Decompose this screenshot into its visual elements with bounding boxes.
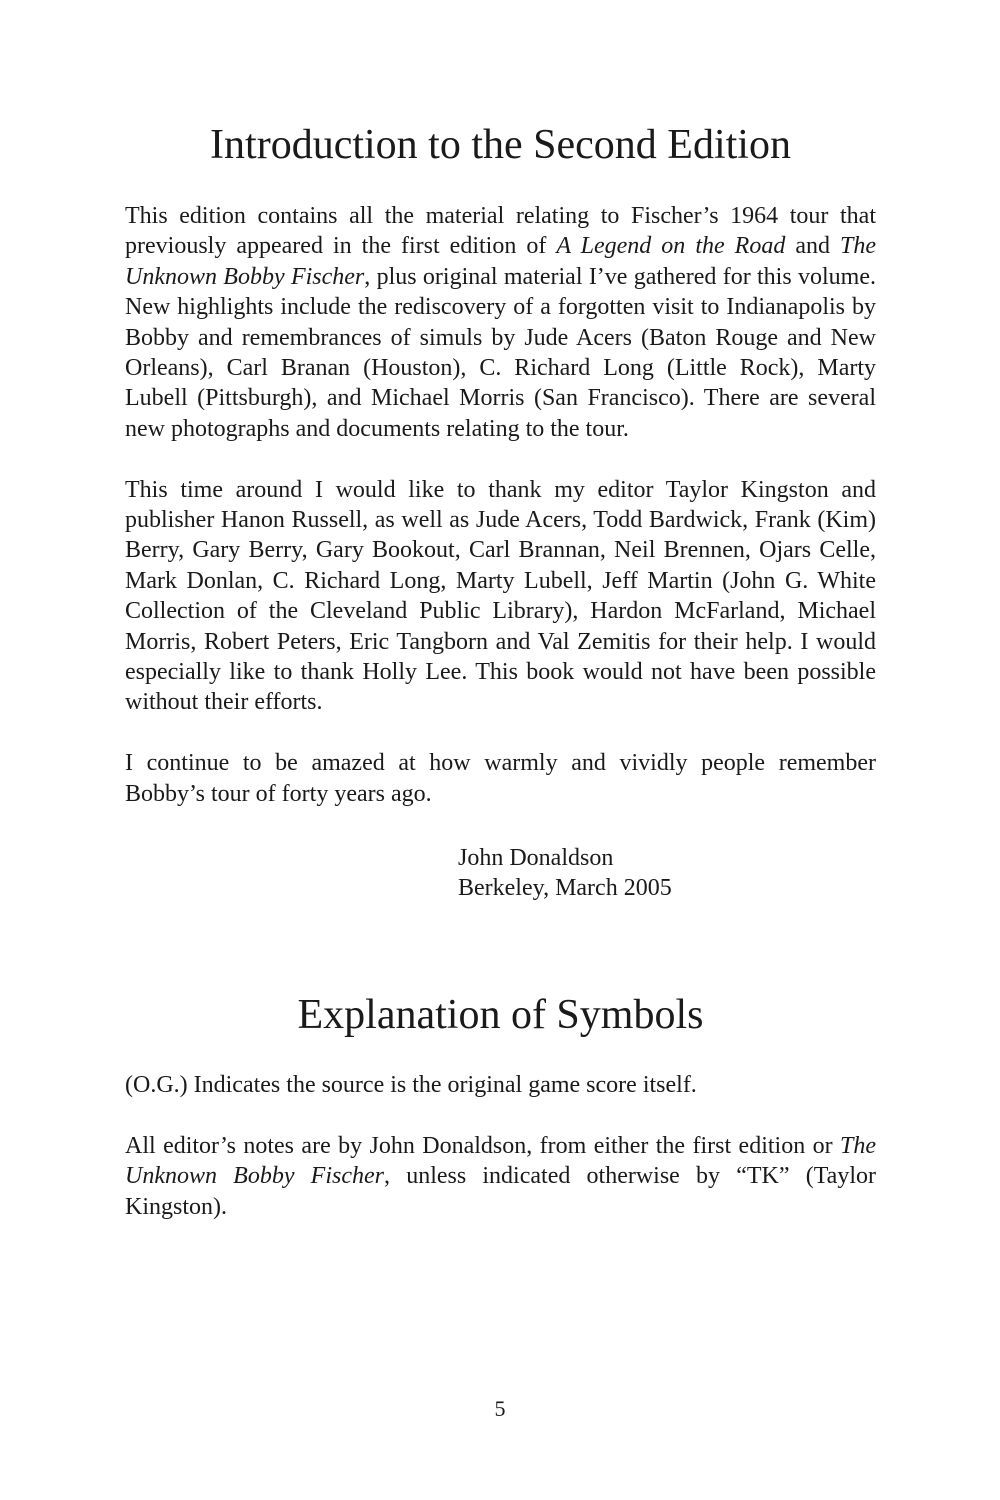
intro-p1-text-1: This edition contains all the material relating to Fischer’s 1964 tour that previously appeared in the first edition of <box>125 203 876 260</box>
signature-name: John Donaldson <box>458 845 614 871</box>
intro-paragraph-1 <box>125 201 876 444</box>
symbols-paragraph-1: (O.G.) Indicates the source is the original game score itself. <box>125 1072 697 1098</box>
intro-paragraph-3: I continue to be amazed at how warmly and vividly people remember Bobby’s tour of forty years ago. <box>125 750 876 807</box>
intro-paragraph-2: This time around I would like to thank my editor Taylor Kingston and publisher Hanon Russell, as well as Jude Acers, Todd Bardwick, Frank (Kim) Berry, Gary Berry, Gary Bookout, Carl Brannan, Neil Brennen, Ojars Celle, Mark Donlan, C. Richard Long, Marty Lubell, Jeff Martin (John G. White Collection of the Cleveland Public Library), Hardon McFarland, Michael Morris, Robert Peters, Eric Tangborn and Val Zemitis for their help. I would especially like to thank Holly Lee. This book would not have been possible without their efforts. <box>125 476 876 716</box>
symbols-paragraph-2 <box>125 1131 876 1222</box>
book-title-unknown-bobby-fischer-2: The Unknown Bobby Fischer <box>125 1132 876 1190</box>
intro-title: Introduction to the Second Edition <box>210 122 791 168</box>
book-title-legend-on-the-road: A Legend on the Road <box>556 233 786 260</box>
book-title-unknown-bobby-fischer: The Unknown Bobby Fischer <box>125 233 877 290</box>
symbols-p2-text-2: , unless indicated otherwise by “TK” (Taylor Kingston). <box>125 1163 876 1220</box>
intro-p1-text-3: , plus original material I’ve gathered for this volume. New highlights include the rediscovery of a forgotten visit to Indianapolis by Bobby and remembrances of simuls by Jude Acers (Baton Rouge and New Orleans), Carl Branan (Houston), C. Richard Long (Little Rock), Marty Lubell (Pittsburgh), and Michael Morris (San Francisco). There are several new photographs and documents relating to the tour. <box>125 263 876 442</box>
symbols-p2-text-1: All editor’s notes are by John Donaldson, from either the first edition or <box>125 1132 840 1159</box>
intro-body <box>125 201 876 839</box>
signature-place-date: Berkeley, March 2005 <box>458 875 672 902</box>
signature <box>458 843 672 904</box>
intro-p1-text-2: and <box>785 233 841 260</box>
symbols-title: Explanation of Symbols <box>297 992 704 1038</box>
page-number: 5 <box>494 1396 506 1421</box>
symbols-body <box>125 1070 876 1252</box>
